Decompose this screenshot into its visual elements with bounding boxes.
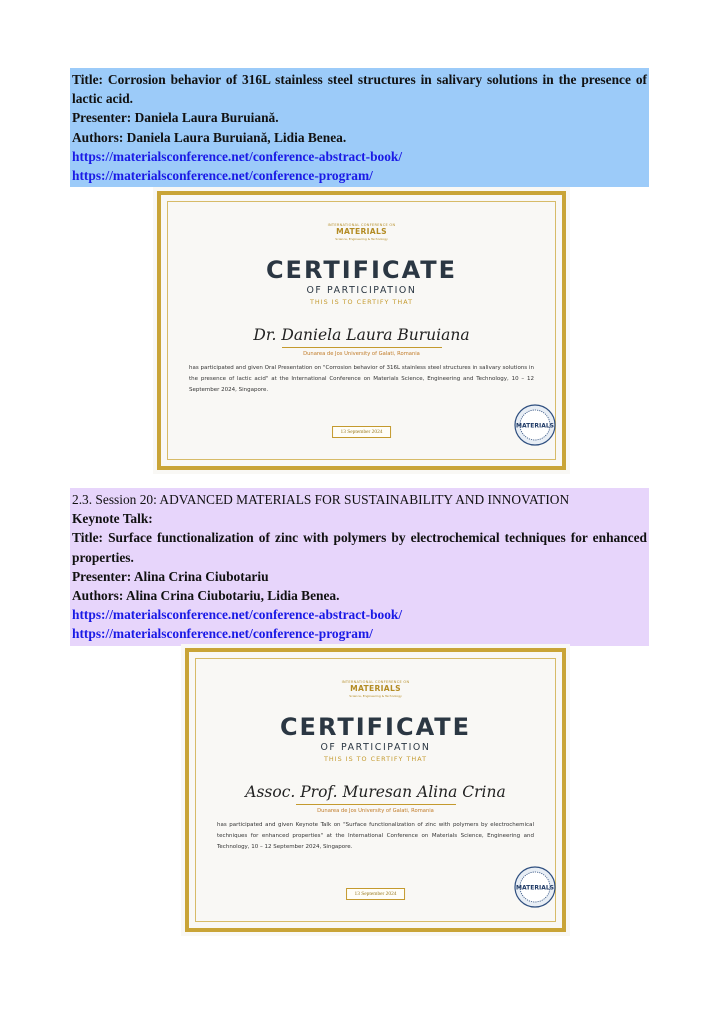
certificate-body-text: has participated and given Keynote Talk on "Surface functionalization of zinc with polymers by electrochemical techniques for enhanced properties" at the International Conference on Materials Science, Engineering and Technology, 10 – 12 September 2024, Singapore. — [217, 822, 534, 850]
recipient-underline — [282, 347, 442, 348]
certificate-image-1 — [153, 187, 570, 474]
organizer-logo-text: MATERIALS — [350, 684, 401, 693]
presentation-title: Title: Corrosion behavior of 316L stainless steel structures in salivary solutions in the presence of lactic acid. — [72, 72, 647, 107]
conference-seal-icon — [514, 404, 556, 446]
organizer-tagline: INTERNATIONAL CONFERENCE ON — [341, 680, 410, 684]
recipient-name: Dr. Daniela Laura Buruiana — [253, 326, 470, 344]
organizer-subtitle: Science, Engineering & Technology — [335, 237, 388, 241]
conference-seal-icon — [514, 866, 556, 908]
session-heading: 2.3. Session 20: ADVANCED MATERIALS FOR SUSTAINABILITY AND INNOVATION — [72, 492, 570, 507]
presenter: Presenter: Alina Crina Ciubotariu — [72, 568, 269, 584]
organizer-subtitle: Science, Engineering & Technology — [349, 694, 402, 698]
abstract-book-link[interactable]: https://materialsconference.net/conference-abstract-book/ — [72, 148, 403, 164]
authors: Authors: Daniela Laura Buruianǎ, Lidia Benea. — [72, 129, 347, 145]
certificate-content — [167, 201, 556, 460]
presentation-info-block-2 — [70, 488, 649, 646]
organizer-tagline: INTERNATIONAL CONFERENCE ON — [327, 223, 396, 227]
recipient-underline — [296, 804, 456, 805]
certificate-content — [195, 658, 556, 922]
certificate-image-2 — [181, 644, 570, 936]
organizer-logo-text: MATERIALS — [336, 227, 387, 236]
certify-text: THIS IS TO CERTIFY THAT — [310, 298, 413, 306]
certify-text: THIS IS TO CERTIFY THAT — [324, 755, 427, 763]
certificate-body-text: has participated and given Oral Presentation on "Corrosion behavior of 316L stainless steel structures in salivary solutions in the presence of lactic acid" at the International Conference on Materials Science, Engineering and Technology, 10 – 12 September 2024, Singapore. — [189, 365, 534, 393]
certificate-subtitle: OF PARTICIPATION — [306, 285, 417, 296]
abstract-book-link[interactable]: https://materialsconference.net/conference-abstract-book/ — [72, 607, 403, 623]
conference-program-link[interactable]: https://materialsconference.net/conference-program/ — [72, 168, 373, 184]
seal-label: MATERIALS — [516, 884, 554, 892]
presentation-info-block-1 — [70, 68, 649, 187]
presentation-title: Title: Surface functionalization of zinc with polymers by electrochemical techniques for enhanced properties. — [72, 530, 647, 565]
conference-program-link[interactable]: https://materialsconference.net/conference-program/ — [72, 626, 373, 642]
seal-label: MATERIALS — [516, 422, 554, 430]
authors: Authors: Alina Crina Ciubotariu, Lidia Benea. — [72, 588, 340, 604]
certificate-date: 13 September 2024 — [346, 888, 406, 900]
recipient-affiliation: Dunarea de Jos University of Galati, Romania — [317, 808, 434, 814]
keynote-label: Keynote Talk: — [72, 511, 153, 527]
recipient-affiliation: Dunarea de Jos University of Galati, Romania — [303, 351, 420, 357]
certificate-title: CERTIFICATE — [265, 256, 458, 284]
presenter: Presenter: Daniela Laura Buruianǎ. — [72, 110, 279, 126]
certificate-date: 13 September 2024 — [332, 426, 392, 438]
certificate-title: CERTIFICATE — [279, 713, 472, 741]
recipient-name: Assoc. Prof. Muresan Alina Crina — [245, 783, 506, 801]
certificate-subtitle: OF PARTICIPATION — [320, 742, 431, 753]
